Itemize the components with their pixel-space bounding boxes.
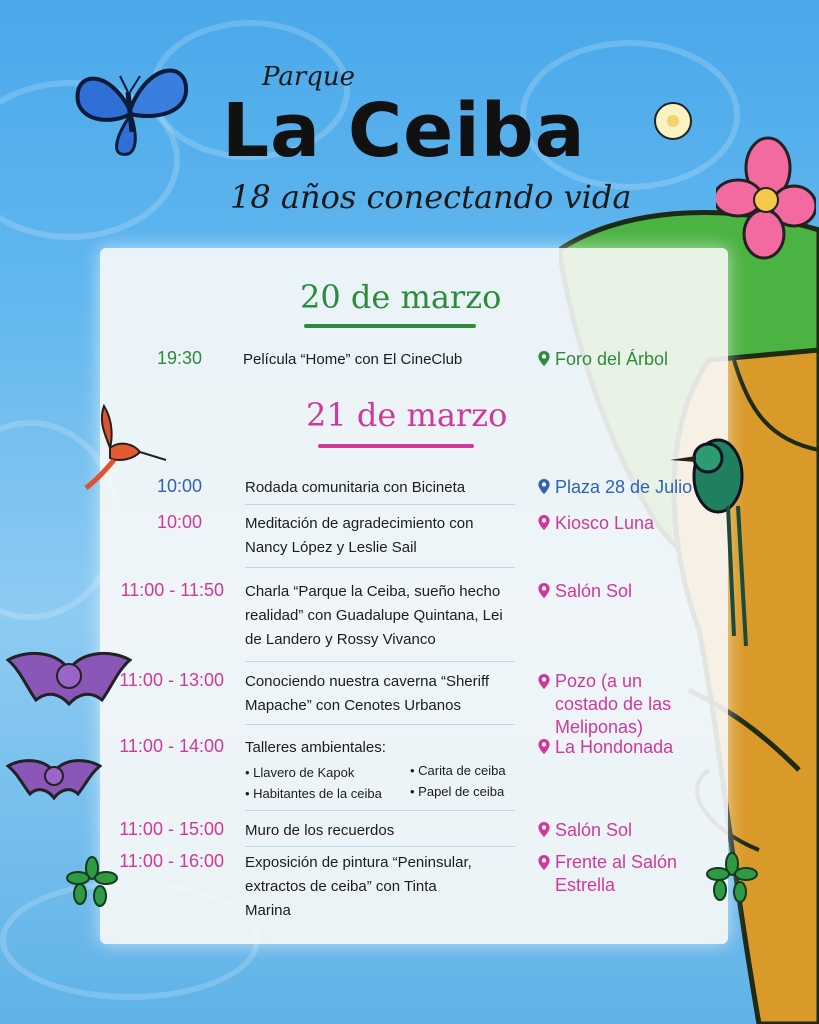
event-time: 11:00 - 11:50 (120, 580, 224, 600)
event-time: 10:00 (156, 512, 202, 532)
day-underline (318, 444, 474, 448)
event-location: Kiosco Luna (538, 512, 738, 535)
workshop-list-left (245, 762, 382, 804)
flower-icon (648, 98, 698, 144)
event-location: Foro del Árbol (538, 348, 738, 371)
separator (245, 810, 515, 811)
list-item: • Llavero de Kapok (245, 762, 382, 783)
event-activity: Muro de los recuerdos (245, 822, 395, 839)
event-time: 10:00 (156, 476, 202, 496)
separator (245, 846, 515, 847)
flower-icon (716, 136, 816, 266)
list-item: • Habitantes de la ceiba (245, 783, 382, 804)
bird-icon (668, 436, 758, 666)
event-activity: Meditación de agradecimiento con Nancy López y Leslie Sail (245, 515, 474, 556)
page-title: La Ceiba (222, 88, 586, 174)
event-location: Salón Sol (538, 819, 738, 842)
event-time: 11:00 - 14:00 (119, 736, 224, 756)
location-pin-icon (538, 822, 550, 837)
event-activity: Charla “Parque la Ceiba, sueño hecho realidad” con Guadalupe Quintana, Lei de Landero y Rossy Vivanco (245, 583, 503, 648)
event-activity: Rodada comunitaria con Bicineta (245, 479, 466, 496)
list-item: • Papel de ceiba (410, 781, 506, 802)
event-location: Pozo (a un costado de las Meliponas) (538, 670, 713, 739)
event-time: 19:30 (156, 348, 202, 368)
location-pin-icon (538, 515, 550, 530)
event-activity: Película “Home” con El CineClub (243, 351, 463, 368)
separator (245, 504, 515, 505)
event-activity: Exposición de pintura “Peninsular, extractos de ceiba” con Tinta Marina (245, 854, 472, 919)
leaf-icon (706, 852, 758, 904)
event-location: La Hondonada (538, 736, 738, 759)
list-item: • Carita de ceiba (410, 760, 506, 781)
event-location: Plaza 28 de Julio (538, 476, 738, 499)
event-activity: Conociendo nuestra caverna “Sheriff Mapache” con Cenotes Urbanos (245, 673, 490, 714)
bat-icon (6, 750, 102, 816)
day-underline (304, 324, 476, 328)
location-pin-icon (538, 739, 550, 754)
location-pin-icon (538, 479, 550, 494)
event-location: Salón Sol (538, 580, 738, 603)
location-pin-icon (538, 583, 550, 598)
event-time: 11:00 - 16:00 (119, 851, 224, 871)
separator (245, 567, 515, 568)
day-title-20-marzo: 20 de marzo (300, 278, 502, 316)
separator (245, 661, 515, 662)
workshop-list-right (410, 760, 506, 802)
bat-icon (6, 640, 132, 728)
day-title-21-marzo: 21 de marzo (306, 396, 508, 434)
leaf-icon (66, 856, 118, 908)
header-parque: Parque (262, 62, 356, 92)
event-time: 11:00 - 13:00 (119, 670, 224, 690)
separator (245, 724, 515, 725)
event-time: 11:00 - 15:00 (119, 819, 224, 839)
page-subtitle: 18 años conectando vida (230, 178, 632, 216)
location-pin-icon (538, 351, 550, 366)
event-activity: Talleres ambientales: (245, 739, 386, 756)
event-location: Frente al Salón Estrella (538, 851, 698, 897)
location-pin-icon (538, 855, 550, 870)
hummingbird-icon (84, 402, 168, 490)
butterfly-icon (68, 62, 193, 160)
location-pin-icon (538, 674, 550, 689)
